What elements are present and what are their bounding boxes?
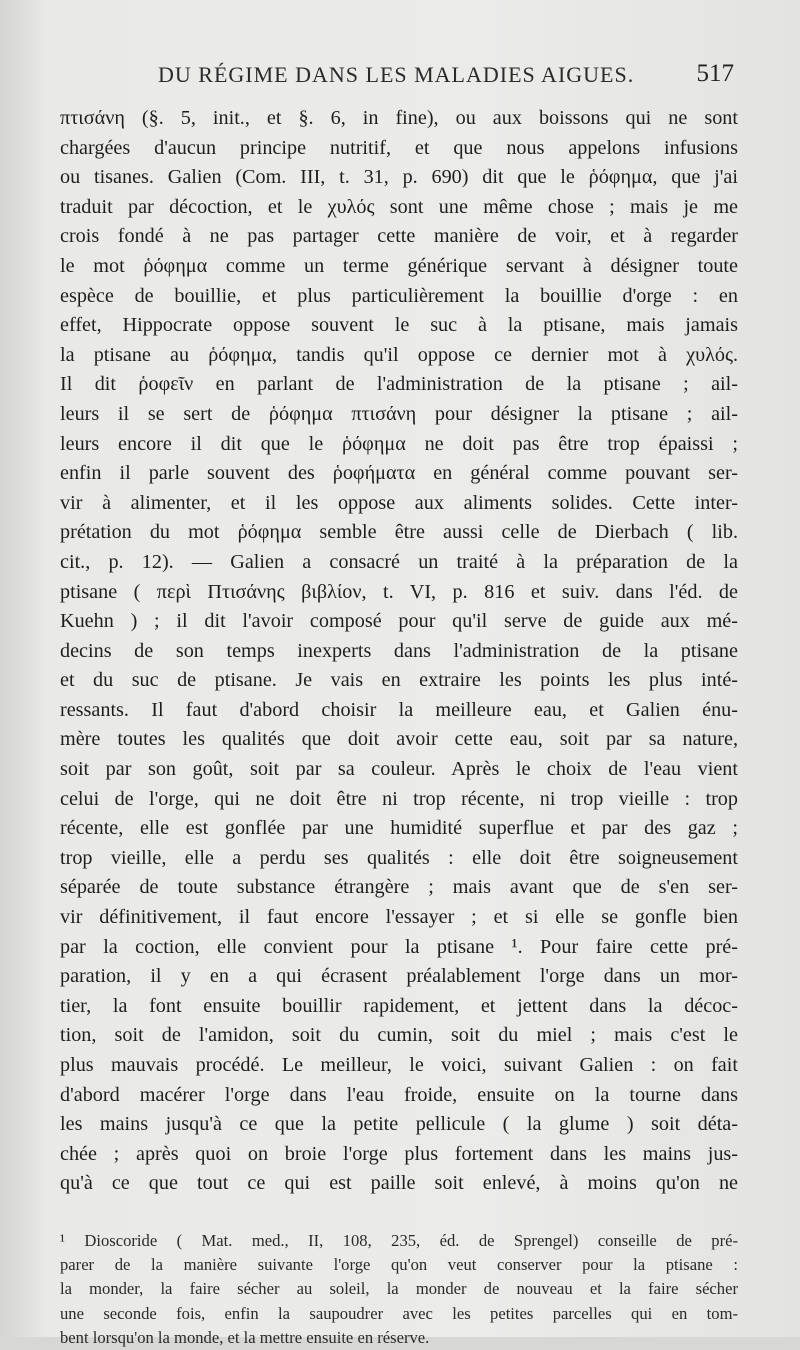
- footnote-line: parer de la manière suivante l'orge qu'on veut conserver pour la ptisane :: [60, 1255, 738, 1275]
- footnote-line: une seconde fois, enfin la saupoudrer avec les petites parcelles qui en tom-: [60, 1303, 738, 1323]
- body-line: par la coction, elle convient pour la ptisane ¹. Pour faire cette pré-: [60, 935, 738, 958]
- body-line: tion, soit de l'amidon, soit du cumin, soit du miel ; mais c'est le: [60, 1024, 738, 1047]
- body-line: leurs encore il dit que le ῥόφημα ne doit pas être trop épaissi ;: [60, 432, 738, 455]
- body-line: récente, elle est gonflée par une humidité superflue et par des gaz ;: [60, 817, 738, 840]
- body-line: celui de l'orge, qui ne doit être ni trop récente, ni trop vieille : trop: [60, 787, 738, 810]
- body-line: πτισάνη (§. 5, init., et §. 6, in fine), ou aux boissons qui ne sont: [60, 107, 738, 129]
- body-line: séparée de toute substance étrangère ; mais avant que de s'en ser-: [60, 876, 738, 899]
- body-line: chargées d'aucun principe nutritif, et que nous appelons infusions: [60, 136, 738, 159]
- body-line: Kuehn ) ; il dit l'avoir composé pour qu'il serve de guide aux mé-: [60, 610, 738, 633]
- body-line: vir à alimenter, et il les oppose aux aliments solides. Cette inter-: [60, 491, 738, 514]
- page-header: [60, 62, 738, 98]
- body-line: leurs il se sert de ῥόφημα πτισάνη pour désigner la ptisane ; ail-: [60, 402, 738, 425]
- body-line: enfin il parle souvent des ῥοφήματα en général comme pouvant ser-: [60, 462, 738, 485]
- body-line: ou tisanes. Galien (Com. III, t. 31, p. 690) dit que le ῥόφημα, que j'ai: [60, 166, 738, 189]
- body-line: paration, il y en a qui écrasent préalablement l'orge dans un mor-: [60, 965, 738, 988]
- body-line: prétation du mot ῥόφημα semble être aussi celle de Dierbach ( lib.: [60, 521, 738, 544]
- running-title: DU RÉGIME DANS LES MALADIES AIGUES.: [158, 62, 635, 87]
- body-line: decins de son temps inexperts dans l'administration de la ptisane: [60, 639, 738, 662]
- body-line: vir définitivement, il faut encore l'essayer ; et si elle se gonfle bien: [60, 906, 738, 929]
- body-text: [60, 104, 738, 1199]
- body-line: d'abord macérer l'orge dans l'eau froide, ensuite on la tourne dans: [60, 1083, 738, 1106]
- body-line: qu'à ce que tout ce qui est paille soit enlevé, à moins qu'on ne: [60, 1172, 738, 1195]
- body-line: la ptisane au ῥόφημα, tandis qu'il oppose ce dernier mot à χυλός.: [60, 343, 738, 366]
- body-line: et du suc de ptisane. Je vais en extraire les points les plus inté-: [60, 669, 738, 692]
- footnote-line: la monder, la faire sécher au soleil, la monder de nouveau et la faire sécher: [60, 1279, 738, 1299]
- footnote-line: bent lorsqu'on la monde, et la mettre ensuite en réserve.: [60, 1327, 430, 1347]
- body-line: le mot ῥόφημα comme un terme générique servant à désigner toute: [60, 254, 738, 277]
- body-line: tier, la font ensuite bouillir rapidement, et jettent dans la décoc-: [60, 994, 738, 1017]
- body-line: mère toutes les qualités que doit avoir cette eau, soit par sa nature,: [60, 728, 738, 751]
- body-line: les mains jusqu'à ce que la petite pellicule ( la glume ) soit déta-: [60, 1113, 738, 1136]
- body-line: soit par son goût, soit par sa couleur. Après le choix de l'eau vient: [60, 758, 738, 781]
- footnote: [60, 1229, 738, 1350]
- body-line: cit., p. 12). — Galien a consacré un traité à la préparation de la: [60, 550, 738, 573]
- body-line: chée ; après quoi on broie l'orge plus fortement dans les mains jus-: [60, 1142, 738, 1165]
- body-line: ressants. Il faut d'abord choisir la meilleure eau, et Galien énu-: [60, 698, 738, 721]
- body-line: crois fondé à ne pas partager cette manière de voir, et à regarder: [60, 225, 738, 248]
- body-line: traduit par décoction, et le χυλός sont une même chose ; mais je me: [60, 195, 738, 218]
- body-line: Il dit ῥοφεῖν en parlant de l'administration de la ptisane ; ail-: [60, 373, 738, 396]
- body-line: effet, Hippocrate oppose souvent le suc à la ptisane, mais jamais: [60, 314, 738, 337]
- page-number: 517: [696, 60, 734, 87]
- body-line: espèce de bouillie, et plus particulièrement la bouillie d'orge : en: [60, 284, 738, 307]
- body-line: plus mauvais procédé. Le meilleur, le voici, suivant Galien : on fait: [60, 1054, 738, 1076]
- body-line: trop vieille, elle a perdu ses qualités : elle doit être soigneusement: [60, 846, 738, 869]
- footnote-line: ¹ Dioscoride ( Mat. med., II, 108, 235, éd. de Sprengel) conseille de pré-: [60, 1230, 738, 1250]
- body-line: ptisane ( περὶ Πτισάνης βιβλίον, t. VI, p. 816 et suiv. dans l'éd. de: [60, 580, 738, 603]
